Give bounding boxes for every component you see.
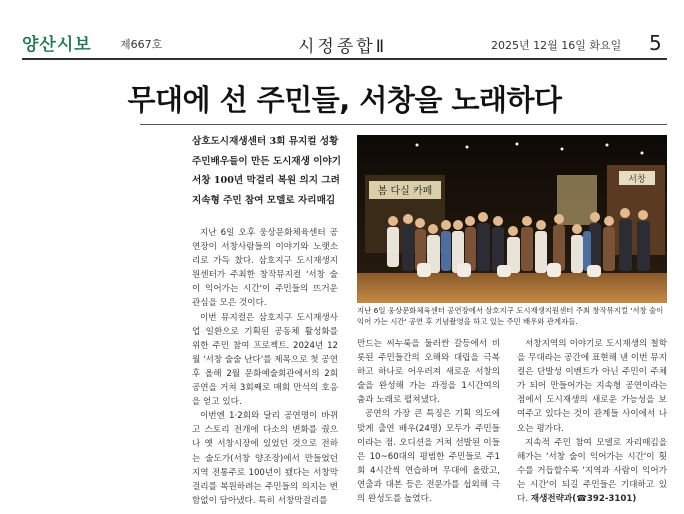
subheading: 삼호도시재생센터 3회 뮤지컬 성황 bbox=[192, 136, 339, 147]
newspaper-logo: 양산시보 bbox=[22, 35, 92, 55]
subheadings bbox=[192, 132, 352, 210]
paragraph-text: 지속적 주민 참여 모델로 자리매김을 해가는 '서창 술이 익어가는 시간'이 횟수를 거듭할수록 '지역과 사람이 익어가는 시간'이 되길 주민들은 기대하고 있다. bbox=[517, 437, 667, 505]
stage-sign-right-text: 서창 bbox=[628, 175, 646, 185]
paragraph: 지난 6일 오후 웅상문화체육센터 공연장이 서창사람들의 이야기와 노랫소리로 가득 찼다. 삼호지구 도시재생지원센터가 주최한 창작뮤지컬 '서창 술이 익어가는 시간'이 주민들의 뜨거운 관심을 모은 것이다. bbox=[192, 228, 338, 309]
subheading: 서창 100년 막걸리 복원 의지 그려 bbox=[192, 175, 340, 186]
paragraph bbox=[517, 436, 667, 506]
paragraph: 만드는 씨누룩을 둘러싼 갈등에서 비롯된 주민들간의 오해와 대립을 극복하고 하나로 어우러져 새로운 서창의 술을 완성해 가는 과정을 1시간여의 춤과 노래로 펼쳐냈다. bbox=[357, 339, 500, 406]
paragraph: 이번엔 1·2회와 달리 공연명이 바뀌고 스토리 전개에 다소의 변화를 줬으나 옛 서창시장에 있었던 것으로 전하는 술도가(서창 양조장)에서 만들었던 지역 전통주로 100년이 됐다는 서창막걸리를 복원하려는 주민들의 의지는 변함없이 담아냈다. 특히 서창막걸리를 bbox=[192, 411, 338, 506]
paragraph: 이번 뮤지컬은 삼호지구 도시재생사업 일환으로 기획된 공동체 활성화를 위한 주민 참여 프로젝트. 2024년 12월 '서창 술술 난다'를 제목으로 첫 공연 후 올해 2월 문화예술회관에서의 2회 공연을 거쳐 3회째로 매회 만석의 호응을 얻고 있다. bbox=[192, 312, 338, 408]
photo-caption: 지난 6일 웅상문화체육센터 공연장에서 삼호지구 도시재생지원센터 주최 창작뮤지컬 '서창 술이 익어 가는 시간' 공연 후 기념촬영을 하고 있는 주민 배우와 관계자들. bbox=[357, 306, 664, 326]
stage-photo-illustration bbox=[357, 135, 667, 303]
byline: 재생전략과(☎392-3101) bbox=[530, 494, 637, 505]
headline: 무대에 선 주민들, 서창을 노래하다 bbox=[127, 83, 562, 117]
masthead-divider bbox=[22, 58, 667, 60]
publication-date: 2025년 12월 16일 화요일 bbox=[491, 39, 622, 52]
section-title: 시정종합Ⅱ bbox=[298, 37, 388, 57]
article-photo bbox=[357, 135, 667, 303]
subheading: 지속형 주민 참여 모델로 자리매김 bbox=[192, 194, 336, 206]
masthead bbox=[0, 0, 684, 62]
article-column-1 bbox=[192, 226, 338, 508]
paragraph: 공연의 가장 큰 특징은 기획 의도에 맞게 출연 배우(24명) 모두가 주민들이라는 점. 오디션을 거쳐 선발된 이들은 10~60대의 평범한 주민들로 주1회 4시간씩 연습하며 무대에 올랐고, 연출과 대본 등은 전문가를 섭외해 극의 완성도를 높였다. bbox=[357, 409, 500, 505]
headline-divider bbox=[140, 124, 667, 125]
paragraph: 서창지역의 이야기로 도시재생의 철학을 무대라는 공간에 표현해 낸 이번 뮤지컬은 단발성 이벤트가 아닌 주민이 주체가 되어 만들어가는 지속형 공연이라는 점에서 도시재생의 새로운 가능성을 보여주고 있다는 것이 관계들 사이에서 나오는 평가다. bbox=[517, 339, 667, 434]
stage-sign-text: 봄 다실 카페 bbox=[377, 186, 433, 197]
article-column-3 bbox=[517, 337, 667, 506]
subheading: 주민배우들이 만든 도시재생 이야기 bbox=[192, 155, 342, 167]
issue-number: 제667호 bbox=[120, 38, 163, 51]
page-number: 5 bbox=[649, 31, 662, 55]
article-column-2 bbox=[357, 337, 500, 506]
